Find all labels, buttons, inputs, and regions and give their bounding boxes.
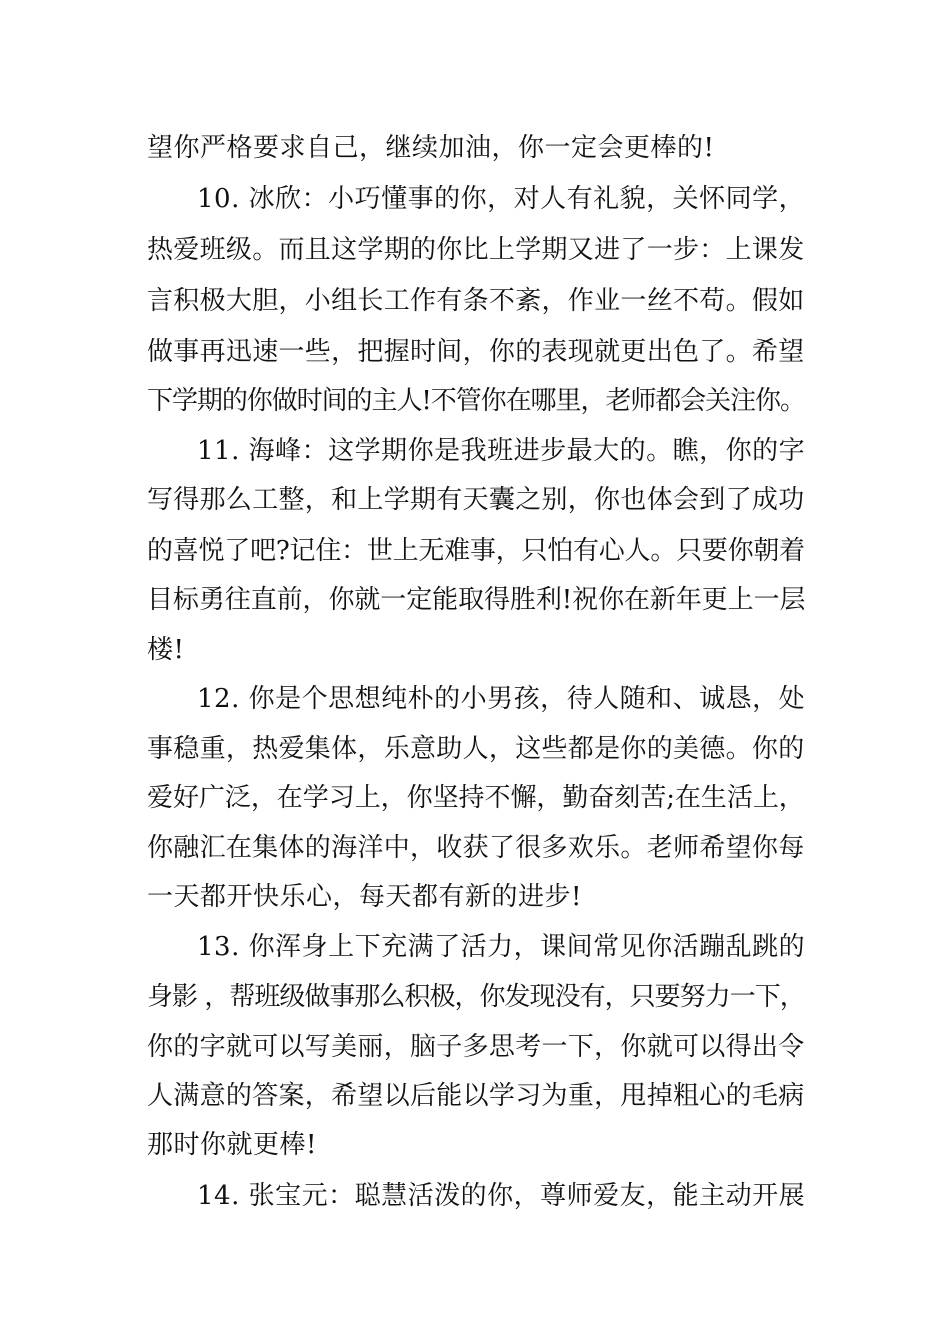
text-line: 一天都开快乐心，每天都有新的进步! — [147, 882, 582, 912]
text-line: 14. 张宝元：聪慧活泼的你，尊师爱友，能主动开展 — [197, 1181, 806, 1211]
text-line: 身影 ，帮班级做事那么积极，你发现没有，只要努力一下， — [147, 982, 805, 1012]
text-line: 事稳重，热爱集体，乐意助人，这些都是你的美德。你的 — [147, 734, 805, 764]
text-line: 的喜悦了吧?记住：世上无难事，只怕有心人。只要你朝着 — [147, 536, 805, 566]
text-line: 爱好广泛，在学习上，你坚持不懈，勤奋刻苦;在生活上， — [147, 783, 805, 813]
text-line: 下学期的你做时间的主人!不管你在哪里，老师都会关注你。 — [147, 386, 805, 416]
text-line: 那时你就更棒! — [147, 1130, 317, 1160]
text-line: 目标勇往直前，你就一定能取得胜利!祝你在新年更上一层 — [147, 585, 806, 615]
text-line: 楼! — [147, 635, 185, 665]
text-line: 12. 你是个思想纯朴的小男孩，待人随和、诚恳，处 — [197, 684, 806, 714]
text-line: 写得那么工整，和上学期有天囊之别，你也体会到了成功 — [147, 485, 805, 515]
text-line: 13. 你浑身上下充满了活力，课间常见你活蹦乱跳的 — [197, 932, 806, 962]
text-line: 你融汇在集体的海洋中，收获了很多欢乐。老师希望你每 — [147, 833, 805, 863]
text-line: 热爱班级。而且这学期的你比上学期又进了一步：上课发 — [147, 235, 805, 265]
text-line: 言积极大胆，小组长工作有条不紊，作业一丝不苟。假如 — [147, 286, 805, 316]
text-line: 你的字就可以写美丽，脑子多思考一下，你就可以得出令 — [147, 1032, 805, 1062]
text-line: 11. 海峰：这学期你是我班进步最大的。瞧，你的字 — [197, 436, 806, 466]
text-line: 望你严格要求自己，继续加油，你一定会更棒的! — [147, 133, 715, 163]
text-line: 10. 冰欣：小巧懂事的你，对人有礼貌，关怀同学， — [197, 184, 806, 214]
text-line: 人满意的答案，希望以后能以学习为重，甩掉粗心的毛病 — [147, 1081, 805, 1111]
text-line: 做事再迅速一些，把握时间，你的表现就更出色了。希望 — [147, 337, 805, 367]
